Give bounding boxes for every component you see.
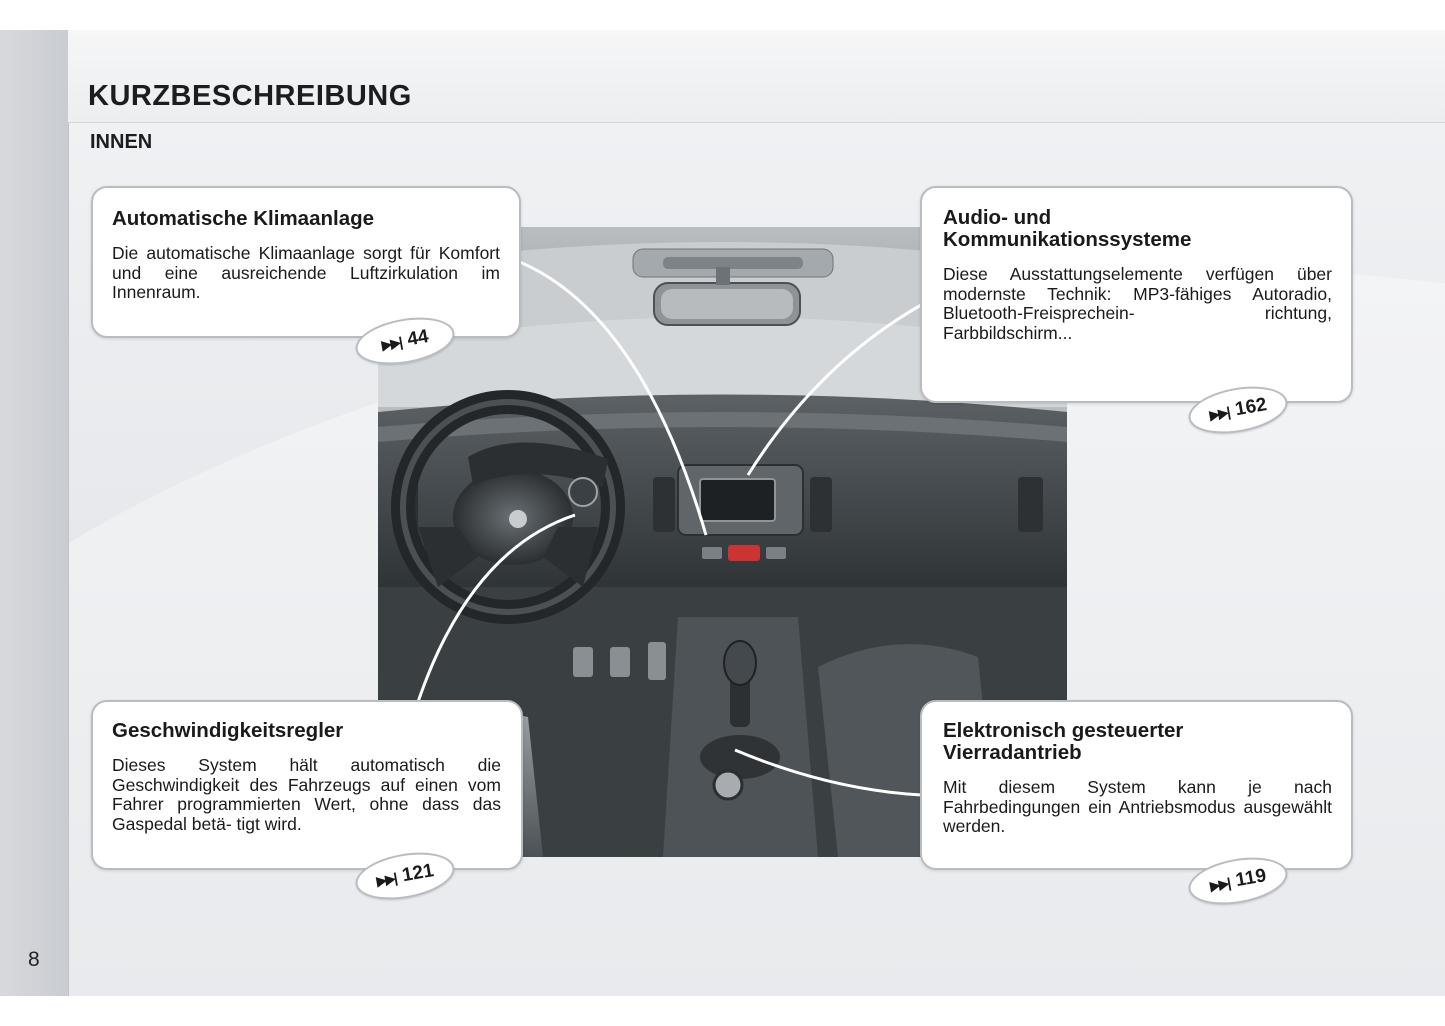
lion-emblem-icon xyxy=(509,510,527,528)
callout-audio xyxy=(920,186,1353,403)
callout-vierradantrieb xyxy=(920,700,1353,870)
callout-title xyxy=(943,207,1332,251)
page-title: KURZBESCHREIBUNG xyxy=(88,80,412,112)
skip-forward-icon: ▶▶| xyxy=(374,869,397,889)
page-ref-number: 121 xyxy=(400,860,436,887)
callout-title-line2: Vierradantrieb xyxy=(943,741,1082,764)
callout-geschwindigkeitsregler xyxy=(91,700,523,870)
page-ref-number: 44 xyxy=(405,326,431,351)
callout-title-line1: Audio- und xyxy=(943,206,1052,229)
page-ref-number: 119 xyxy=(1234,865,1268,892)
page-margin-strip xyxy=(0,30,69,996)
manual-page xyxy=(0,30,1445,996)
callout-title: Automatische Klimaanlage xyxy=(112,207,375,230)
page-ref-number: 162 xyxy=(1233,394,1269,421)
callout-title-line2: Kommunikationssysteme xyxy=(943,228,1192,251)
callout-title: Geschwindigkeitsregler xyxy=(112,719,344,742)
callout-text: Diese Ausstattungselemente verfügen über modernste Technik: MP3-fähiges Autoradio, Bluetooth-Freisprechein- richtung, Farbbildschirm... xyxy=(943,264,1332,343)
callout-klimaanlage xyxy=(91,186,521,338)
section-subtitle: INNEN xyxy=(90,131,153,153)
callout-title-line1: Elektronisch gesteuerter xyxy=(943,719,1184,742)
callout-text: Die automatische Klimaanlage sorgt für Komfort und eine ausreichende Luftzirkulation im Innenraum. xyxy=(112,243,500,302)
callout-text: Dieses System hält automatisch die Geschwindigkeit des Fahrzeugs auf einen vom Fahrer programmierten Wert, ohne dass das Gaspedal betä- tigt wird. xyxy=(112,755,501,834)
callout-title xyxy=(943,720,1332,764)
skip-forward-icon: ▶▶| xyxy=(380,333,403,353)
skip-forward-icon: ▶▶| xyxy=(1208,874,1231,894)
page-number: 8 xyxy=(28,948,40,971)
skip-forward-icon: ▶▶| xyxy=(1207,403,1230,423)
callout-text: Mit diesem System kann je nach Fahrbedingungen ein Antriebsmodus ausgewählt werden. xyxy=(943,777,1332,836)
